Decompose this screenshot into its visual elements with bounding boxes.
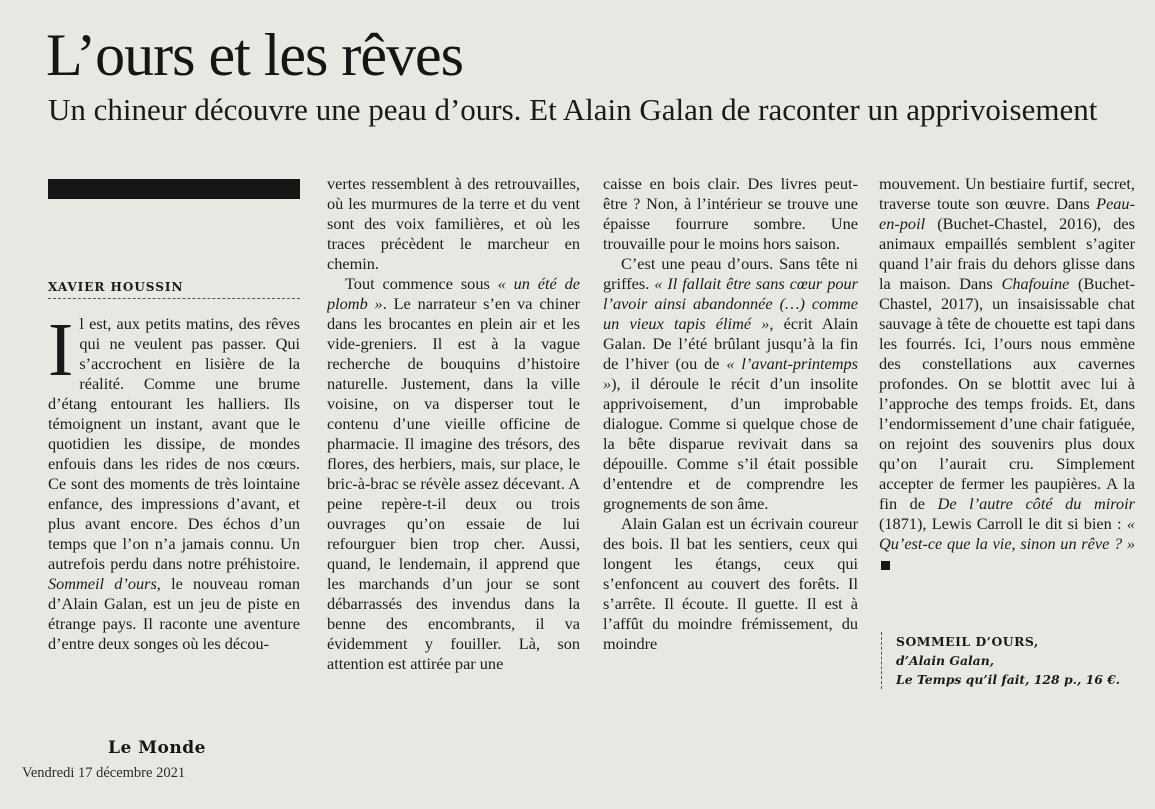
subheadline: Un chineur découvre une peau d’ours. Et Alain Galan de raconter un apprivoisement [48, 92, 1098, 127]
end-square-icon [881, 561, 890, 570]
article-column-4 [879, 174, 1135, 614]
col2-paragraph-1: vertes ressemblent à des retrouvailles, où les murmures de la terre et du vent sont des voix familières, et où les traces précèdent le marcheur en chemin. [327, 174, 580, 273]
article-column-1 [48, 314, 300, 704]
quote-italic: « un été de plomb » [327, 274, 580, 313]
byline-divider [48, 298, 300, 299]
col1-text-end: , le nouveau roman d’Alain Galan, est un jeu de piste en étrange pays. Il raconte une aventure d’entre deux songes où les décou- [48, 574, 300, 653]
quote-italic: « l’avant-printemps » [603, 354, 858, 393]
book-info-box [881, 632, 1150, 689]
headline: L’ours et les rêves [46, 22, 463, 88]
author-byline: XAVIER HOUSSIN [48, 280, 184, 294]
drop-cap: I [48, 314, 74, 392]
col2-paragraph-2: Tout commence sous « un été de plomb ». Le narrateur s’en va chiner dans les brocantes en plein air et les vide-greniers. Il est à la vague recherche de bouquins d’histoire naturelle. Justement, dans la ville voisine, on va disperser tout le contenu d’une vieille officine de pharmacie. Il imagine des trésors, des flores, des herbiers, mais, sur place, le bric-à-brac se révèle assez décevant. A peine repère-t-il deux ou trois ouvrages qu’on essaie de lui refourguer bien trop cher. Aussi, quand, le lendemain, il apprend que les marchands d’un jour se sont débarrassés des invendus dans la benne des encombrants, il va évidemment y fouiller. Là, son attention est attirée par une [327, 274, 580, 673]
article-column-3 [603, 174, 858, 704]
le-monde-logo: Le Monde [108, 738, 206, 758]
col1-text: l est, aux petits matins, des rêves qui ne veulent pas passer. Qui s’accrochent en lisière de la réalité. Comme une brume d’étang entourant les halliers. Ils témoignent un instant, avant que le quotidien les dissipe, de mondes enfouis dans les rides de nos cœurs. Ce sont des moments de très lointaine enfance, des impressions d’avant, et plus avant encore. Des échos d’un temps que l’on n’a jamais connu. Un autrefois perdu dans notre préhistoire. [48, 314, 300, 573]
book-title-mention: Sommeil d’ours [48, 574, 157, 593]
article-column-2 [327, 174, 580, 704]
book-publisher: Le Temps qu’il fait, 128 p., 16 €. [896, 672, 1121, 687]
section-bar [48, 179, 300, 199]
col3-paragraph-3: Alain Galan est un écrivain coureur des bois. Il bat les sentiers, ceux qui longent les étangs, ceux qui s’enfoncent au couvert des forêts. Il s’arrête. Il écoute. Il guette. Il est à l’affût du moindre frémissement, du moindre [603, 514, 858, 653]
quote-italic: « Il fallait être sans cœur pour l’avoir ainsi abandonnée (…) comme un vieux tapis élimé » [603, 274, 858, 333]
book-author: d’Alain Galan, [896, 653, 995, 668]
book-title: SOMMEIL D’OURS, [896, 634, 1039, 649]
col4-paragraph-1: mouvement. Un bestiaire furtif, secret, traverse toute son œuvre. Dans Peau-en-poil (Buchet-Chastel, 2016), des animaux empaillés semblent s’agiter quand l’air frais du dehors glisse dans la maison. Dans Chafouine (Buchet-Chastel, 2017), un insaisissable chat sauvage à tête de chouette est tapi dans les fourrés. Ici, l’ours nous emmène des constellations aux cavernes profondes. On se blottit avec lui à l’approche des temps froids. Et, dans l’endormissement d’une chair fatiguée, on rejoint des souvenirs plus doux qu’on l’aurait cru. Simplement accepter de fermer les paupières. A la fin de De l’autre côté du miroir (1871), Lewis Carroll le dit si bien : « Qu’est-ce que la vie, sinon un rêve ? » [879, 174, 1135, 574]
publication-date: Vendredi 17 décembre 2021 [22, 765, 186, 781]
col3-paragraph-1: caisse en bois clair. Des livres peut-être ? Non, à l’intérieur se trouve une épaisse fourrure sombre. Une trouvaille pour le moins hors saison. [603, 174, 858, 253]
col3-paragraph-2: C’est une peau d’ours. Sans tête ni griffes. « Il fallait être sans cœur pour l’avoir ainsi abandonnée (…) comme un vieux tapis élimé », écrit Alain Galan. De l’été brûlant jusqu’à la fin de l’hiver (ou de « l’avant-printemps »), il déroule le récit d’un insolite apprivoisement, d’un improbable dialogue. Comme si quelque chose de la bête disparue revivait dans sa dépouille. Comme s’il était possible d’entendre et de comprendre les grognements de son âme. [603, 254, 858, 513]
